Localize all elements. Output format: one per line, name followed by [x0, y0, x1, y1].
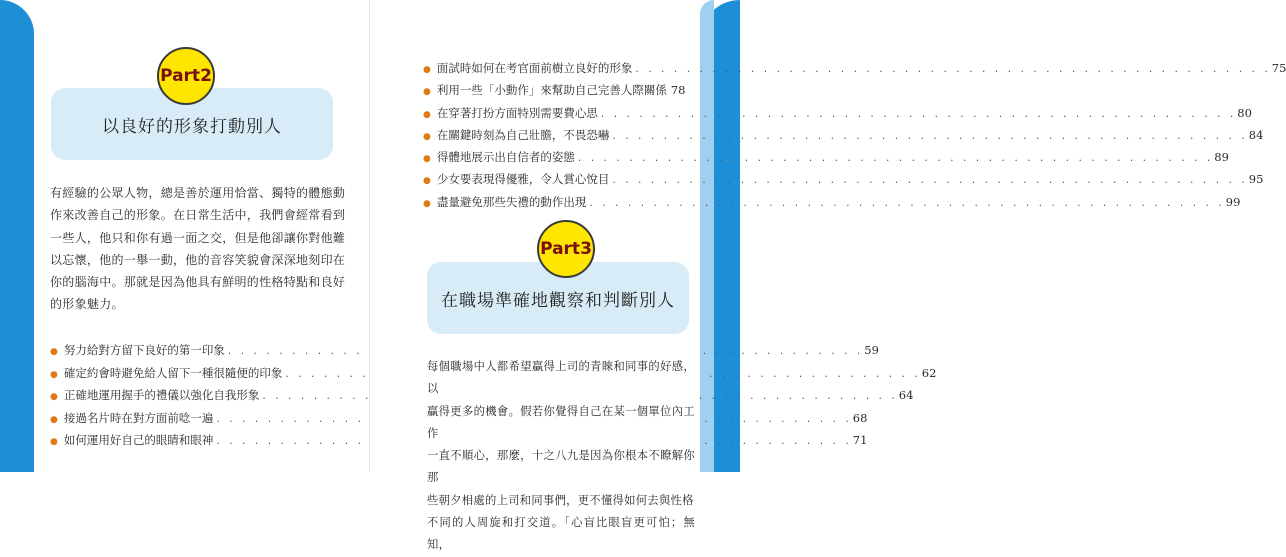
part2-label: Part2: [160, 66, 212, 86]
toc-page-number: 89: [1214, 150, 1229, 165]
bullet-icon: ●: [50, 369, 58, 380]
bullet-icon: ●: [50, 437, 58, 448]
toc-item[interactable]: [423, 82, 686, 104]
part3-section-title: 在職場準確地觀察和判斷別人: [441, 290, 675, 311]
toc-page-number: 75: [1271, 61, 1286, 75]
toc-page-number: 62: [921, 365, 937, 380]
toc-page-number: 95: [1248, 172, 1264, 187]
toc-page-number: 84: [1248, 127, 1264, 142]
bullet-icon: ●: [50, 414, 58, 425]
bullet-icon: ●: [423, 198, 431, 209]
toc-item[interactable]: [423, 127, 1264, 149]
toc-item-title: 努力給對方留下良好的第一印象: [63, 343, 225, 357]
bullet-icon: ●: [50, 347, 58, 357]
part2-intro-paragraph: [50, 182, 350, 316]
toc-item[interactable]: [423, 105, 1252, 127]
intro-line: 作來改善自己的形象。在日常生活中，我們會經常看到: [50, 208, 346, 223]
intro-line: 不同的人周旋和打交道。「心盲比眼盲更可怕；無知，: [427, 516, 695, 552]
part2-toc-list-continued: [423, 60, 1286, 216]
bullet-icon: ●: [423, 154, 431, 165]
intro-line: 每個職場中人都希望贏得上司的青睞和同事的好感，以: [427, 360, 695, 396]
toc-item-title: 盡量避免那些失禮的動作出現: [436, 194, 587, 209]
toc-page-number: 59: [864, 343, 879, 357]
toc-item-title: 如何運用好自己的眼睛和眼神: [63, 433, 214, 448]
part2-badge: [157, 47, 215, 105]
dot-leader: [634, 65, 1269, 75]
bullet-icon: ●: [423, 176, 431, 187]
toc-item[interactable]: [50, 432, 868, 455]
part3-badge: [537, 220, 595, 278]
toc-item-title: 得體地展示出自信者的姿態: [436, 150, 575, 165]
bullet-icon: ●: [423, 131, 431, 142]
dot-leader: [611, 132, 1246, 142]
toc-item-title: 在穿著打扮方面特別需要費心思: [436, 105, 598, 120]
toc-item-title: 在關鍵時刻為自己壯膽，不畏恐嚇: [436, 127, 610, 142]
toc-item[interactable]: [423, 60, 1286, 82]
intro-line: 一些人，他只和你有過一面之交，但是他卻讓你對他難: [50, 230, 346, 245]
dot-leader: [577, 154, 1212, 164]
toc-item-title: 接過名片時在對方面前唸一遍: [63, 410, 214, 425]
intro-line: 以忘懷，他的一舉一動，他的音容笑貌會深深地刻印在: [50, 252, 346, 267]
toc-page-number: 68: [852, 410, 868, 425]
toc-item[interactable]: [423, 194, 1241, 216]
bullet-icon: ●: [423, 87, 431, 98]
bullet-icon: ●: [50, 392, 58, 403]
part3-label: Part3: [540, 239, 592, 259]
dot-leader: [588, 199, 1223, 209]
intro-line: 有經驗的公眾人物，總是善於運用恰當、獨特的體態動: [50, 186, 346, 200]
intro-line: 一直不順心，那麼，十之八九是因為你根本不瞭解你那: [427, 449, 695, 485]
toc-item-title: 少女要表現得優雅，令人賞心悅目: [436, 172, 610, 187]
intro-line: 你的腦海中。那就是因為他具有鮮明的性格特點和良好: [50, 275, 346, 290]
part2-section-title: 以良好的形象打動別人: [102, 116, 282, 137]
toc-item[interactable]: [423, 171, 1264, 193]
intro-line: 些朝夕相處的上司和同事們，更不懂得如何去與性格: [427, 493, 694, 507]
intro-line: 贏得更多的機會。假若你覺得自己在某一個單位內工作: [427, 404, 695, 440]
part3-intro-paragraph: [427, 356, 695, 557]
toc-page-number: 78: [670, 83, 686, 98]
toc-item-title: 面試時如何在考官面前樹立良好的形象: [436, 61, 633, 75]
toc-page-number: 71: [852, 433, 868, 448]
toc-item-title: 正確地運用握手的禮儀以強化自我形象: [63, 388, 260, 403]
bullet-icon: ●: [423, 109, 431, 120]
toc-item-title: 確定約會時避免給人留下一種很隨便的印象: [63, 365, 283, 380]
toc-item[interactable]: [50, 387, 914, 410]
toc-item[interactable]: [423, 149, 1229, 171]
bullet-icon: ●: [423, 65, 431, 75]
toc-item[interactable]: [50, 342, 879, 365]
dot-leader: [600, 110, 1235, 120]
toc-item-title: 利用一些「小動作」來幫助自己完善人際關係: [436, 83, 667, 98]
toc-page-number: 64: [898, 388, 914, 403]
toc-page-number: 80: [1237, 105, 1252, 120]
intro-line: 的形象魅力。: [50, 297, 124, 312]
dot-leader: [611, 176, 1246, 186]
left-blue-border: [0, 0, 34, 472]
toc-page-number: 99: [1225, 194, 1241, 209]
